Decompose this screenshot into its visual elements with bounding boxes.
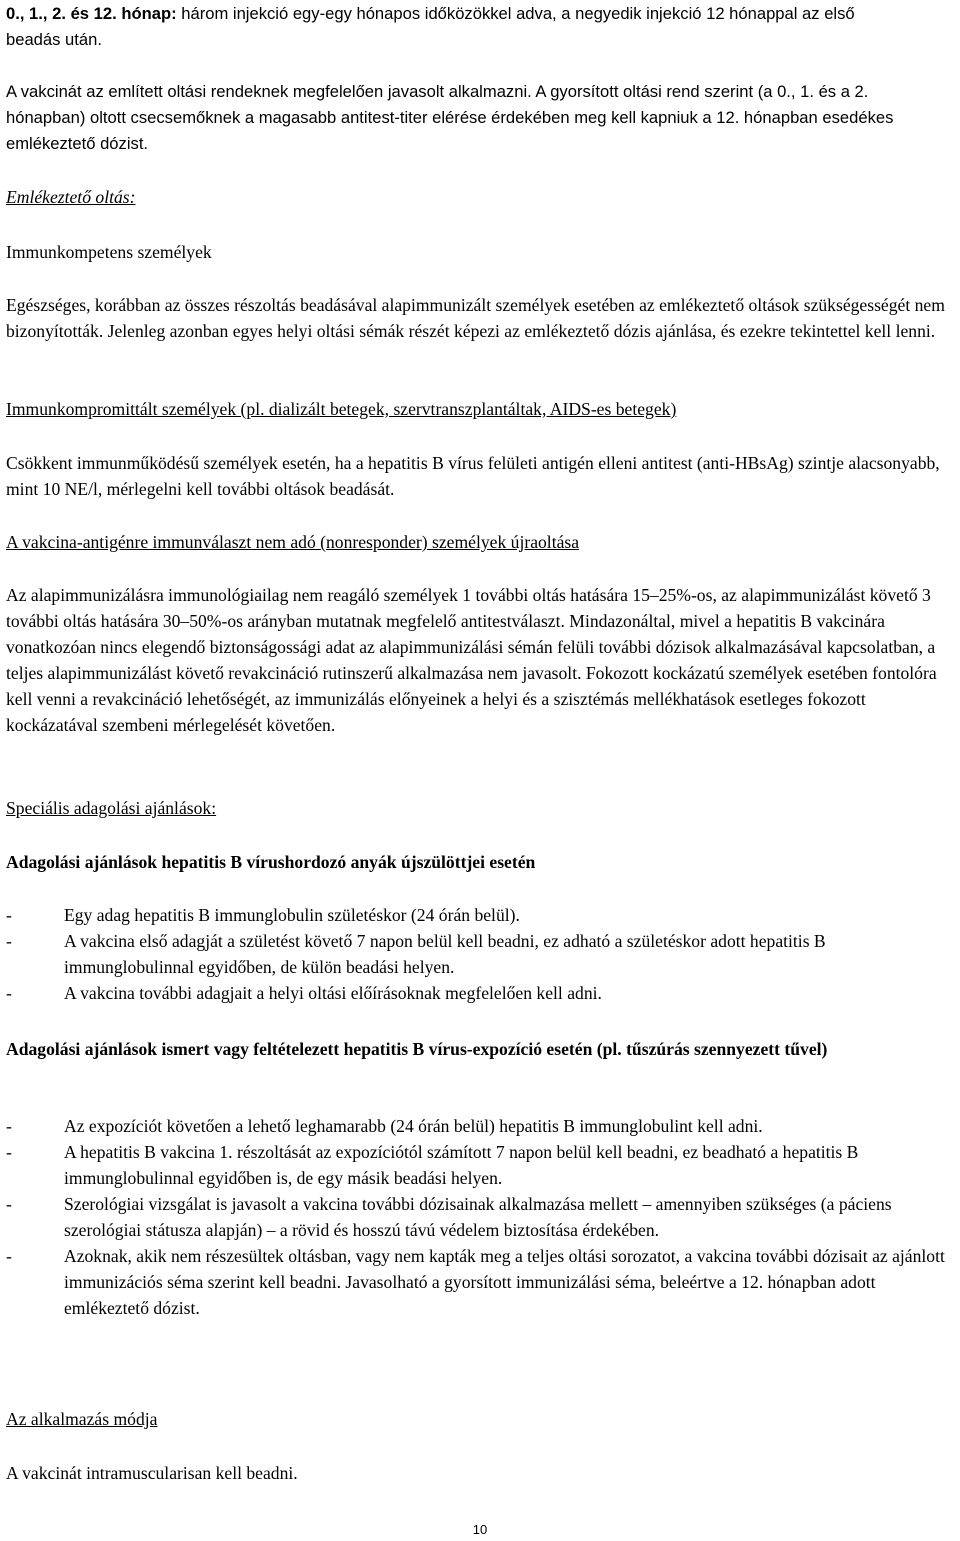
special-dosing-heading: Speciális adagolási ajánlások: xyxy=(6,798,217,818)
schedule-label: 0., 1., 2. és 12. hónap: xyxy=(6,4,177,23)
newborn-dosing-heading: Adagolási ajánlások hepatitis B vírushordozó anyák újszülöttjei esetén xyxy=(6,852,536,872)
booster-heading: Emlékeztető oltás: xyxy=(6,187,136,207)
list-item xyxy=(6,902,952,928)
list-dash: - xyxy=(6,983,12,1003)
list-dash: - xyxy=(6,931,12,951)
list-item xyxy=(6,1139,952,1191)
list-item xyxy=(6,1191,952,1243)
list-dash: - xyxy=(6,1194,12,1214)
immunocompetent-text: Egészséges, korábban az összes részoltás beadásával alapimmunizált személyek esetében az emlékeztető oltások szükségességét nem bizonyították. Jelenleg azonban egyes helyi oltási sémák részét képezi az emlékeztető dózis ajánlása, és ezekre tekintettel kell lenni. xyxy=(6,295,945,341)
list-item-text: Azoknak, akik nem részesültek oltásban, vagy nem kapták meg a teljes oltási sorozatot, a vakcina további dózisait az ajánlott immunizációs séma szerint kell beadni. Javasolható a gyorsított immunizálási séma, beleértve a 12. hónapban adott emlékeztető dózist. xyxy=(64,1246,945,1318)
nonresponder-heading: A vakcina-antigénre immunválaszt nem adó (nonresponder) személyek újraoltása xyxy=(6,532,580,552)
immunocompromised-text: Csökkent immunműködésű személyek esetén, ha a hepatitis B vírus felületi antigén elleni antitest (anti-HBsAg) szintje alacsonyabb, mint 10 NE/l, mérlegelni kell további oltások beadását. xyxy=(6,453,940,499)
list-item-text: Szerológiai vizsgálat is javasolt a vakcina további dózisainak alkalmazása mellett – amennyiben szükséges (a páciens szerológiai státusza alapján) – a rövid és hosszú távú védelem biztosítása érdekében. xyxy=(64,1194,892,1240)
list-item-text: A vakcina első adagját a születést követő 7 napon belül kell beadni, ez adható a születéskor adott hepatitis B immunglobulinnal egyidőben, de külön beadási helyen. xyxy=(64,931,826,977)
list-item-text: A vakcina további adagjait a helyi oltási előírásoknak megfelelően kell adni. xyxy=(64,983,602,1003)
administration-heading: Az alkalmazás módja xyxy=(6,1409,158,1429)
page-number: 10 xyxy=(472,1522,488,1537)
list-dash: - xyxy=(6,1246,12,1266)
exposure-dosing-list xyxy=(6,1113,952,1321)
accelerated-schedule-paragraph: A vakcinát az említett oltási rendeknek megfelelően javasolt alkalmazni. A gyorsított oltási rend szerint (a 0., 1. és a 2. hónapban) oltott csecsemőknek a magasabb antitest-titer elérése érdekében meg kell kapniuk a 12. hónapban esedékes emlékeztető dózist. xyxy=(6,82,894,153)
schedule-text: három injekció egy-egy hónapos időközökkel adva, a negyedik injekció 12 hónappal az első beadás után. xyxy=(6,4,855,49)
nonresponder-text: Az alapimmunizálásra immunológiailag nem reagáló személyek 1 további oltás hatására 15–25%-os, az alapimmunizálást követő 3 további oltás hatására 30–50%-os arányban mutatnak megfelelő antitestválaszt. Mindazonáltal, mivel a hepatitis B vakcinára vonatkozóan nincs elegendő biztonságossági adat az alapimmunizálási sémán felüli további dózisok alkalmazásával kapcsolatban, a teljes alapimmunizálást követő revakcináció rutinszerű alkalmazása nem javasolt. Fokozott kockázatú személyek esetében fontolóra kell venni a revakcináció lehetőségét, az immunizálás előnyeinek a helyi és a szisztémás mellékhatások esetleges fokozott kockázatával szembeni mérlegelését követően. xyxy=(6,585,937,735)
list-item-text: Az expozíciót követően a lehető leghamarabb (24 órán belül) hepatitis B immunglobulint kell adni. xyxy=(64,1116,763,1136)
list-dash: - xyxy=(6,905,12,925)
list-item xyxy=(6,928,952,980)
schedule-paragraph xyxy=(6,1,906,53)
newborn-dosing-list xyxy=(6,902,952,1006)
list-item-text: Egy adag hepatitis B immunglobulin születéskor (24 órán belül). xyxy=(64,905,520,925)
list-item xyxy=(6,1243,952,1321)
list-dash: - xyxy=(6,1116,12,1136)
list-item-text: A hepatitis B vakcina 1. részoltását az expozíciótól számított 7 napon belül kell beadni, ez beadható a hepatitis B immunglobulinnal egyidőben is, de egy másik beadási helyen. xyxy=(64,1142,859,1188)
immunocompetent-heading: Immunkompetens személyek xyxy=(6,242,212,262)
administration-text: A vakcinát intramuscularisan kell beadni. xyxy=(6,1463,298,1483)
list-item xyxy=(6,980,952,1006)
list-item xyxy=(6,1113,952,1139)
exposure-dosing-heading: Adagolási ajánlások ismert vagy feltételezett hepatitis B vírus-expozíció esetén (pl. tűszúrás szennyezett tűvel) xyxy=(6,1039,828,1059)
list-dash: - xyxy=(6,1142,12,1162)
immunocompromised-heading: Immunkompromittált személyek (pl. dializált betegek, szervtranszplantáltak, AIDS-es betegek) xyxy=(6,399,677,419)
